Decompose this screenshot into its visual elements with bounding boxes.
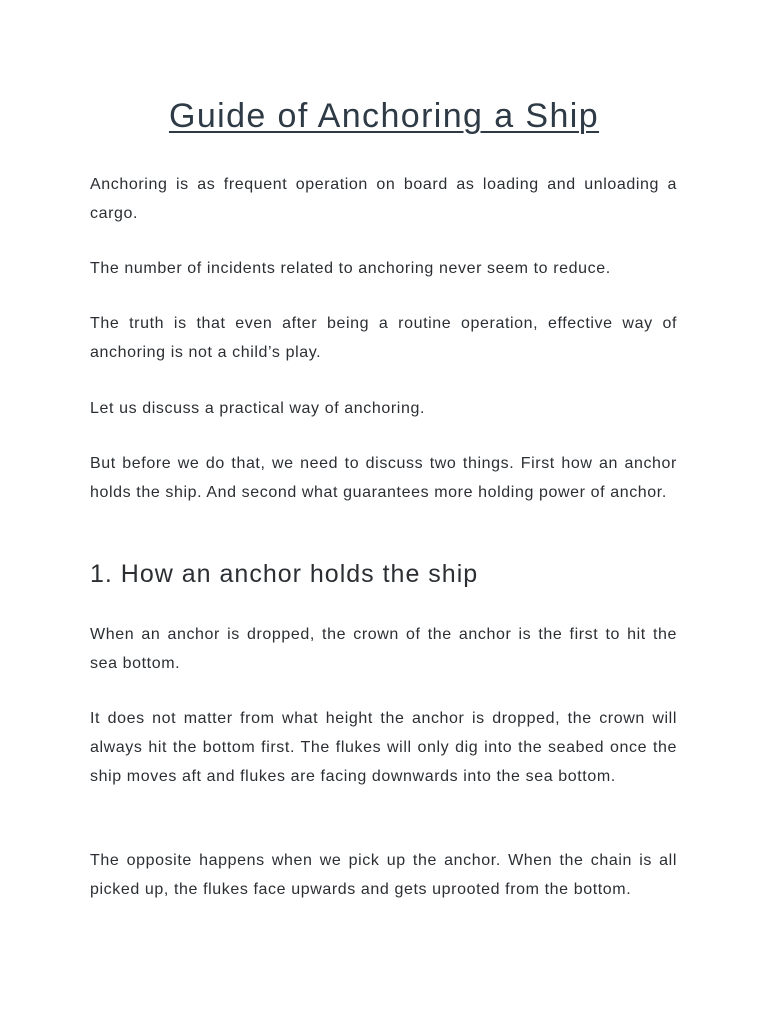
section1-paragraph-3: The opposite happens when we pick up the anchor. When the chain is all picked up, the flukes face upwards and gets uprooted from the bottom. [90, 852, 677, 898]
document-title-text: Guide of Anchoring a Ship [168, 97, 600, 135]
intro-paragraph-3: The truth is that even after being a routine operation, effective way of anchoring is not a child’s play. [90, 315, 677, 361]
intro-paragraph-4: Let us discuss a practical way of anchoring. [90, 400, 426, 417]
section-heading-1: 1. How an anchor holds the ship [90, 560, 479, 588]
section1-paragraph-1: When an anchor is dropped, the crown of the anchor is the first to hit the sea bottom. [90, 626, 677, 672]
intro-paragraph-5: But before we do that, we need to discuss two things. First how an anchor holds the ship. And second what guarantees more holding power of anchor. [90, 455, 677, 501]
intro-paragraph-2: The number of incidents related to anchoring never seem to reduce. [90, 260, 611, 277]
document-title [0, 94, 768, 138]
section1-paragraph-2: It does not matter from what height the anchor is dropped, the crown will always hit the bottom first. The flukes will only dig into the seabed once the ship moves aft and flukes are facing downwards into the sea bottom. [90, 710, 677, 785]
intro-paragraph-1: Anchoring is as frequent operation on board as loading and unloading a cargo. [90, 176, 677, 222]
